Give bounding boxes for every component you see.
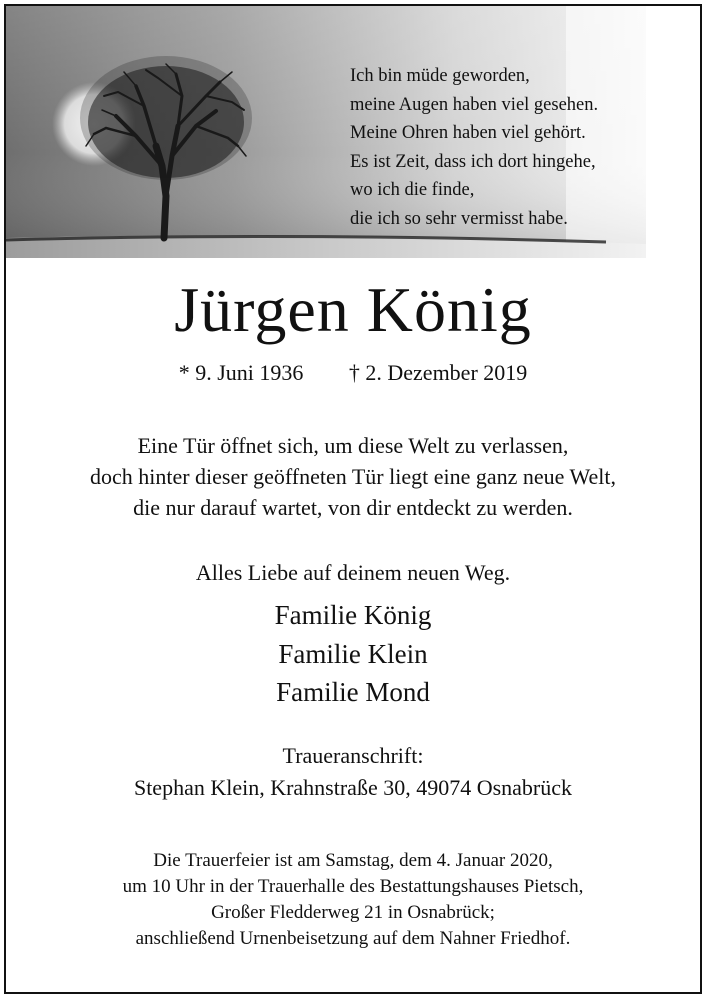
birth-date: * 9. Juni 1936 [178, 360, 304, 385]
family-name: Familie Klein [278, 638, 428, 669]
service-line: um 10 Uhr in der Trauerhalle des Bestattungshauses Pietsch, [122, 876, 584, 897]
verse [6, 430, 700, 523]
service-line: Großer Fledderweg 21 in Osnabrück; [211, 902, 495, 923]
farewell-greeting: Alles Liebe auf deinem neuen Weg. [195, 560, 511, 585]
verse-line: die nur darauf wartet, von dir entdeckt zu werden. [133, 495, 573, 520]
service-line: Die Trauerfeier ist am Samstag, dem 4. Januar 2020, [153, 850, 553, 871]
poem-line: die ich so sehr vermisst habe. [350, 208, 568, 229]
verse-line: doch hinter dieser geöffneten Tür liegt eine ganz neue Welt, [89, 464, 617, 489]
poem-line: Ich bin müde geworden, [350, 66, 530, 86]
address-label: Traueranschrift: [282, 743, 424, 768]
death-date: † 2. Dezember 2019 [348, 360, 528, 385]
poem-line: wo ich die finde, [350, 180, 475, 200]
family-name: Familie Mond [276, 677, 430, 707]
funeral-service-info [6, 848, 700, 952]
verse-line: Eine Tür öffnet sich, um diese Welt zu verlassen, [137, 433, 569, 458]
mourning-families [6, 596, 700, 712]
header-image-area [6, 6, 700, 258]
poem [350, 62, 598, 233]
mourning-address [6, 740, 700, 804]
deceased-name: Jürgen König [174, 274, 532, 345]
life-dates [6, 358, 700, 388]
poem-line: meine Augen haben viel gesehen. [350, 94, 599, 115]
family-name: Familie König [274, 600, 432, 630]
poem-line: Meine Ohren haben viel gehört. [350, 123, 586, 143]
service-line: anschließend Urnenbeisetzung auf dem Nahner Friedhof. [135, 928, 571, 949]
address-line: Stephan Klein, Krahnstraße 30, 49074 Osnabrück [133, 775, 573, 800]
poem-line: Es ist Zeit, dass ich dort hingehe, [350, 151, 596, 172]
obituary-notice [4, 4, 702, 994]
